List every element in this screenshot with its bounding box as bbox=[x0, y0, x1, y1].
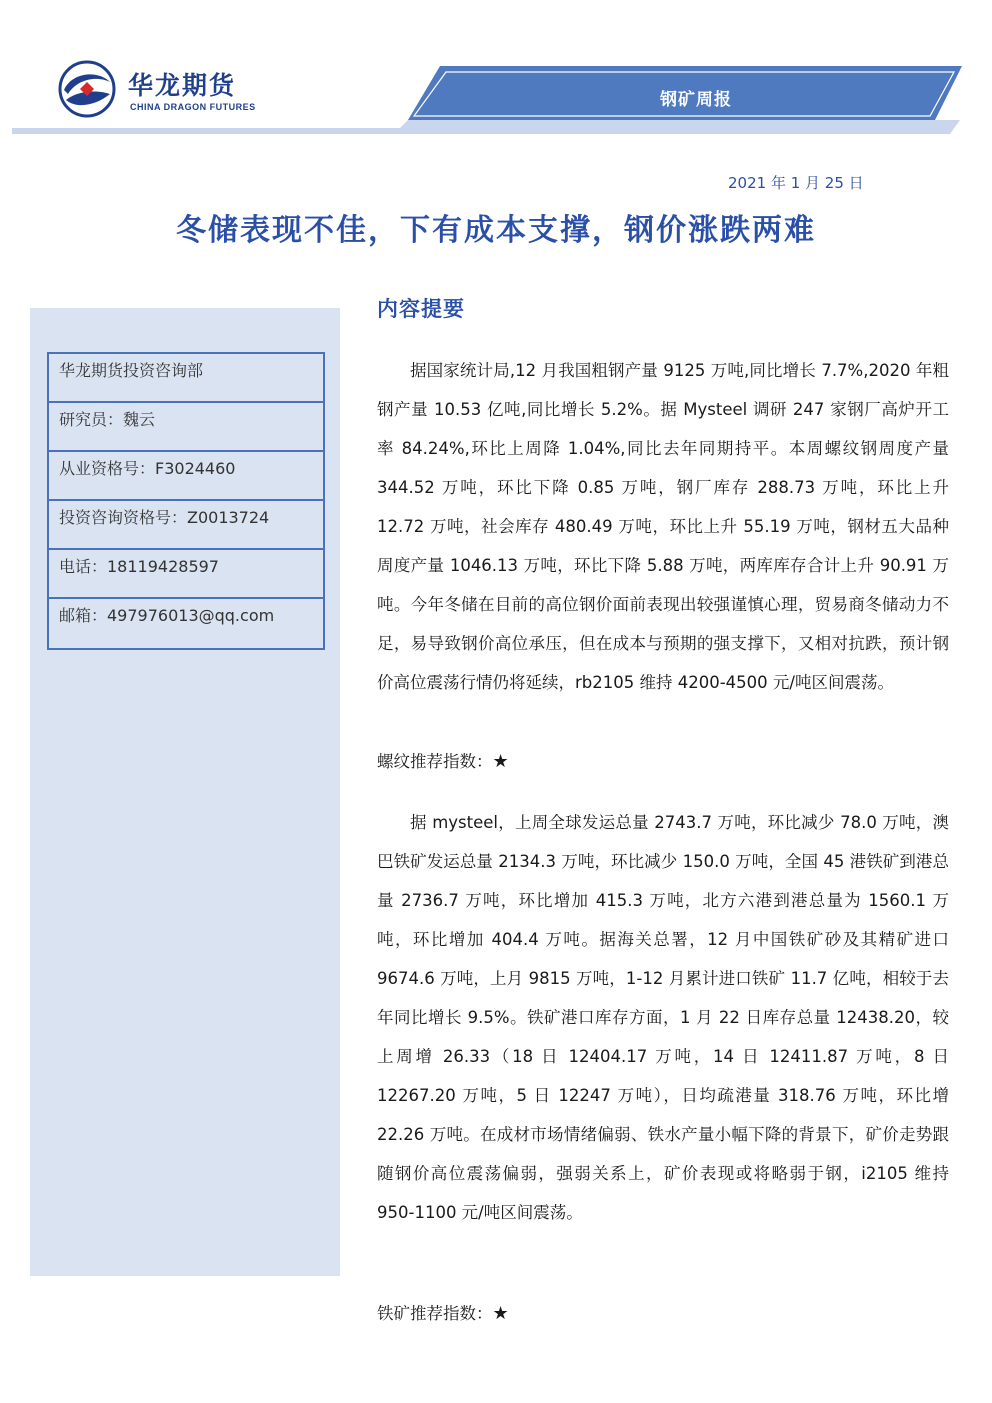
rebar-recommendation-label: 螺纹推荐指数： bbox=[377, 752, 493, 771]
analyst-info-box bbox=[47, 352, 325, 650]
sidebar-panel bbox=[30, 308, 340, 1276]
info-license-number: 从业资格号：F3024460 bbox=[49, 452, 323, 501]
iron-ore-summary-paragraph: 据 mysteel，上周全球发运总量 2743.7 万吨，环比减少 78.0 万吨，澳巴铁矿发运总量 2134.3 万吨，环比减少 150.0 万吨，全国 45 港铁矿到港总量 2736.7 万吨，环比增加 415.3 万吨，北方六港到港总量为 1560.1 万吨，环比增加 404.4 万吨。据海关总署，12 月中国铁矿砂及其精矿进口 9674.6 万吨，上月 9815 万吨，1-12 月累计进口铁矿 11.7 亿吨，相较于去年同比增长 9.5%。铁矿港口库存方面，1 月 22 日库存总量 12438.20，较上周增 26.33（18 日 12404.17 万吨，14 日 12411.87 万吨，8 日 12267.20 万吨，5 日 12247 万吨），日均疏港量 318.76 万吨，环比增 22.26 万吨。在成材市场情绪偏弱、铁水产量小幅下降的背景下，矿价走势跟随钢价高位震荡偏弱，强弱关系上，矿价表现或将略弱于钢，i2105 维持 950-1100 元/吨区间震荡。 bbox=[377, 813, 949, 1222]
company-logo-icon bbox=[58, 60, 116, 118]
report-type-label: 钢矿周报 bbox=[660, 90, 732, 110]
info-researcher: 研究员：魏云 bbox=[49, 403, 323, 452]
summary-heading: 内容提要 bbox=[377, 296, 465, 321]
info-department: 华龙期货投资咨询部 bbox=[49, 354, 323, 403]
info-phone: 电话：18119428597 bbox=[49, 550, 323, 599]
star-icon: ★ bbox=[492, 751, 509, 772]
report-title: 冬储表现不佳，下有成本支撑，钢价涨跌两难 bbox=[176, 213, 816, 248]
info-consulting-license: 投资咨询资格号：Z0013724 bbox=[49, 501, 323, 550]
iron-ore-recommendation bbox=[377, 1300, 509, 1324]
brand-name-en: CHINA DRAGON FUTURES bbox=[130, 102, 256, 112]
iron-ore-recommendation-label: 铁矿推荐指数： bbox=[377, 1304, 493, 1323]
rebar-recommendation bbox=[377, 748, 509, 772]
info-email: 邮箱：497976013@qq.com bbox=[59, 606, 275, 625]
star-icon: ★ bbox=[492, 1303, 509, 1324]
brand-name-cn: 华龙期货 bbox=[128, 71, 237, 100]
steel-summary-paragraph: 据国家统计局,12 月我国粗钢产量 9125 万吨,同比增长 7.7%,2020 年粗钢产量 10.53 亿吨,同比增长 5.2%。据 Mysteel 调研 247 家钢厂高炉开工率 84.24%,环比上周降 1.04%,同比去年同期持平。本周螺纹钢周度产量 344.52 万吨，环比下降 0.85 万吨，钢厂库存 288.73 万吨，环比上升 12.72 万吨，社会库存 480.49 万吨，环比上升 55.19 万吨，钢材五大品种周度产量 1046.13 万吨，环比下降 5.88 万吨，两库库存合计上升 90.91 万吨。今年冬储在目前的高位钢价面前表现出较强谨慎心理，贸易商冬储动力不足，易导致钢价高位承压，但在成本与预期的强支撑下，又相对抗跌，预计钢价高位震荡行情仍将延续，rb2105 维持 4200-4500 元/吨区间震荡。 bbox=[377, 361, 949, 692]
page-header bbox=[0, 0, 992, 140]
report-date: 2021 年 1 月 25 日 bbox=[728, 174, 864, 192]
